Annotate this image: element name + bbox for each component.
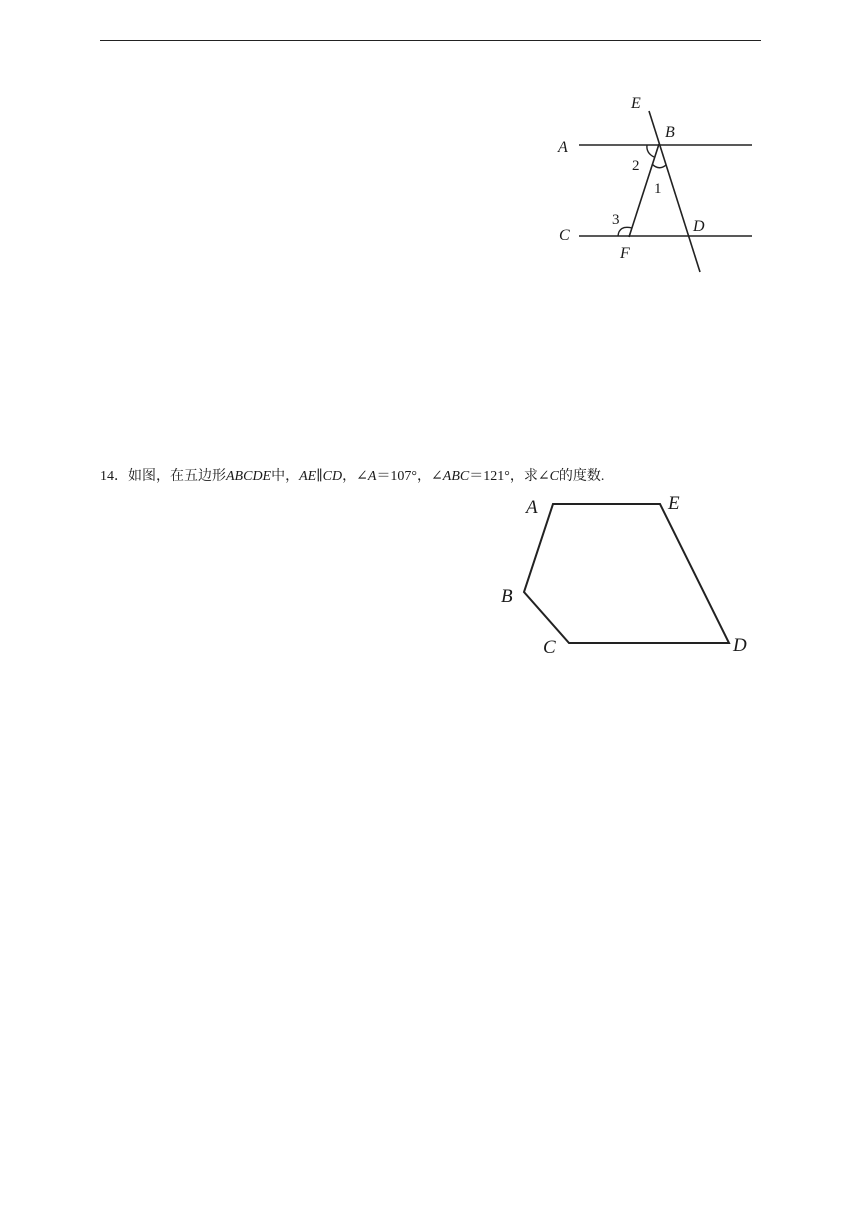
label-f: F xyxy=(620,245,630,262)
label-pentagon-c: C xyxy=(543,637,556,658)
parallel-lines-figure xyxy=(555,92,760,277)
question-pentagon-name: ABCDE xyxy=(226,469,272,484)
label-a: A xyxy=(558,139,568,156)
question-ask-1: ，求∠ xyxy=(509,469,550,484)
pentagon-abcde xyxy=(524,504,729,643)
header-rule xyxy=(100,40,761,41)
question-number: 14． xyxy=(100,469,128,484)
question-14 xyxy=(100,467,604,487)
label-e: E xyxy=(631,95,641,112)
pentagon-figure xyxy=(498,490,756,662)
angle-1-arc xyxy=(652,164,666,168)
pentagon-diagram xyxy=(498,490,756,662)
label-pentagon-e: E xyxy=(668,493,680,514)
label-b: B xyxy=(665,124,675,141)
angle-1-label: 1 xyxy=(654,181,662,197)
angle-2-arc xyxy=(647,145,654,157)
parallel-lines-diagram xyxy=(555,92,760,277)
label-pentagon-a: A xyxy=(526,497,538,518)
label-pentagon-b: B xyxy=(501,586,513,607)
question-parallel: AE∥CD xyxy=(299,469,343,484)
question-value-a: ＝107° xyxy=(376,469,418,484)
label-d: D xyxy=(693,218,705,235)
question-ask-2: 的度数. xyxy=(558,469,605,484)
question-angle-abc: ABC xyxy=(442,469,470,484)
question-sep-1: ，∠ xyxy=(342,469,368,484)
question-in: 中， xyxy=(271,469,300,484)
question-value-abc: ＝121° xyxy=(469,469,510,484)
question-intro: 如图，在五边形 xyxy=(128,469,226,484)
label-pentagon-d: D xyxy=(733,635,747,656)
question-sep-2: ，∠ xyxy=(417,469,443,484)
question-angle-a: A xyxy=(367,469,377,484)
angle-3-label: 3 xyxy=(612,212,620,228)
question-angle-c: C xyxy=(549,469,559,484)
angle-2-label: 2 xyxy=(632,158,640,174)
label-c: C xyxy=(559,227,570,244)
